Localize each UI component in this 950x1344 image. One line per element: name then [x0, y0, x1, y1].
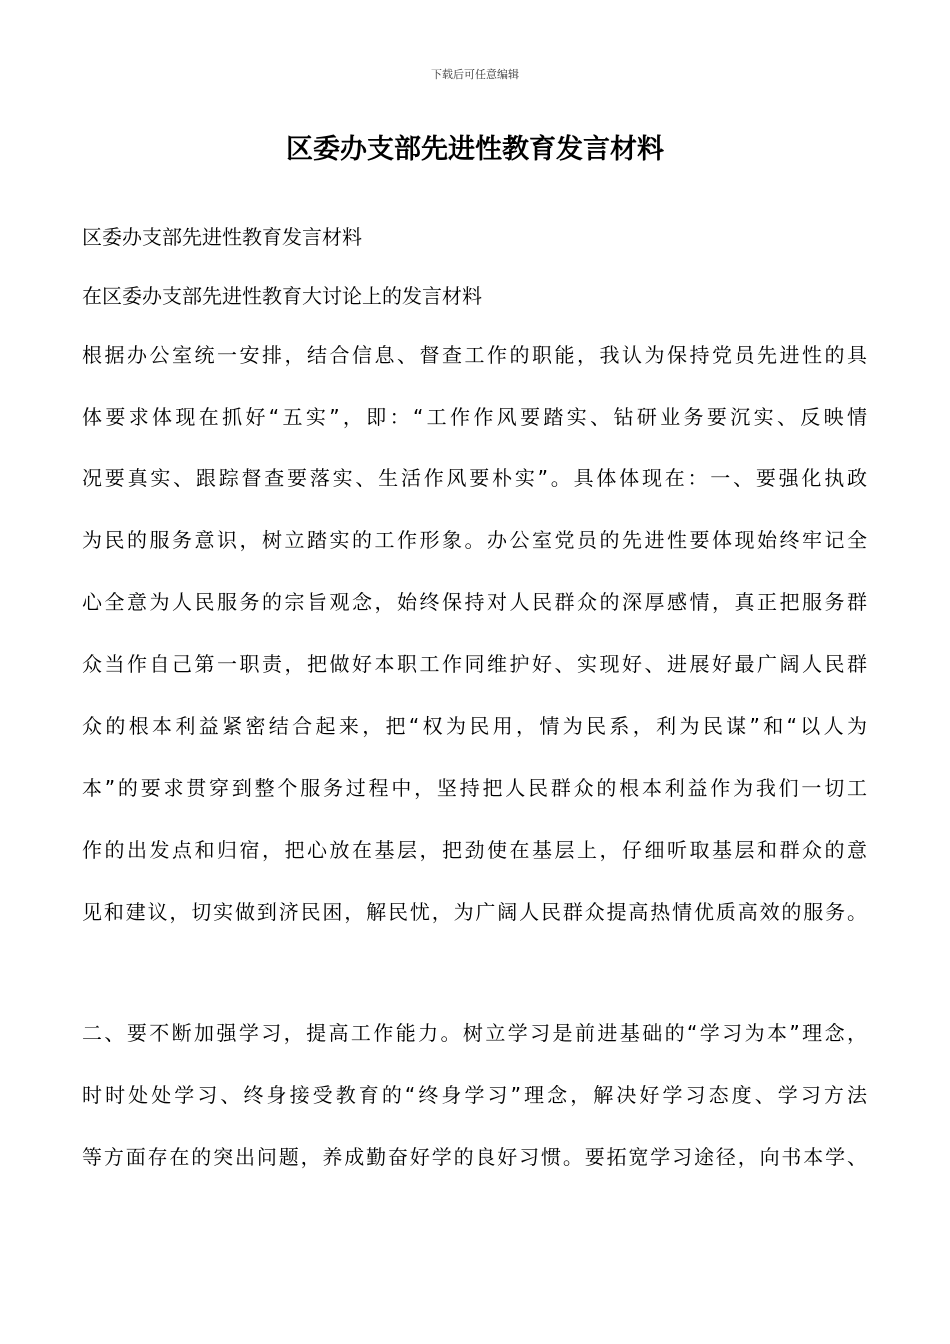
paragraph-line: 心全意为人民服务的宗旨观念，始终保持对人民群众的深厚感情，真正把服务群: [82, 590, 867, 614]
subtitle-1: 区委办支部先进性教育发言材料: [82, 225, 362, 249]
paragraph-line: 况要真实、跟踪督查要落实、生活作风要朴实”。具体体现在：一、要强化执政: [82, 466, 867, 490]
paragraph-line: 根据办公室统一安排，结合信息、督查工作的职能，我认为保持党员先进性的具: [82, 343, 867, 367]
paragraph-line: 时时处处学习、终身接受教育的“终身学习”理念，解决好学习态度、学习方法: [82, 1083, 867, 1107]
paragraph-line: 等方面存在的突出问题，养成勤奋好学的良好习惯。要拓宽学习途径，向书本学、: [82, 1145, 867, 1169]
header-note: 下载后可任意编辑: [431, 68, 519, 81]
paragraph-line: 体要求体现在抓好“五实”，即：“工作作风要踏实、钻研业务要沉实、反映情: [82, 405, 867, 429]
paragraph-line: 作的出发点和归宿，把心放在基层，把劲使在基层上，仔细听取基层和群众的意: [82, 838, 867, 862]
paragraph-line: 二、要不断加强学习，提高工作能力。树立学习是前进基础的“学习为本”理念，: [82, 1021, 867, 1045]
paragraph-line: 见和建议，切实做到济民困，解民忧，为广阔人民群众提高热情优质高效的服务。: [82, 900, 867, 924]
document-title: 区委办支部先进性教育发言材料: [286, 134, 664, 165]
paragraph-line: 本”的要求贯穿到整个服务过程中，坚持把人民群众的根本利益作为我们一切工: [82, 776, 867, 800]
paragraph-line: 为民的服务意识，树立踏实的工作形象。办公室党员的先进性要体现始终牢记全: [82, 528, 867, 552]
paragraph-line: 众的根本利益紧密结合起来，把“权为民用，情为民系，利为民谋”和“以人为: [82, 714, 867, 738]
paragraph-line: 众当作自己第一职责，把做好本职工作同维护好、实现好、进展好最广阔人民群: [82, 652, 867, 676]
subtitle-2: 在区委办支部先进性教育大讨论上的发言材料: [82, 284, 482, 308]
